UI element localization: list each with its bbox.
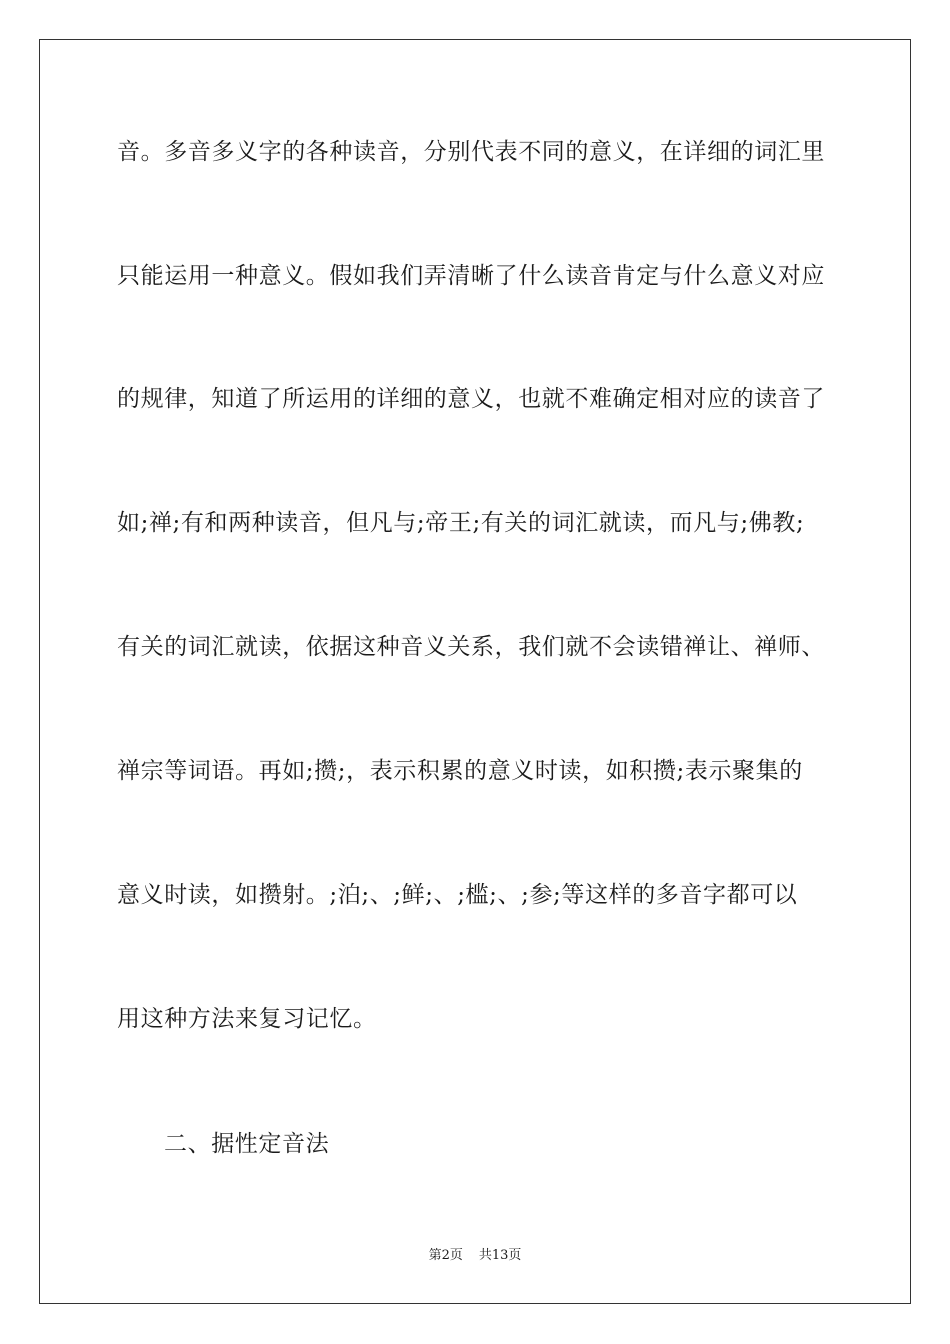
paragraph-line-5: 有关的词汇就读，依据这种音义关系，我们就不会读错禅让、禅师、 [117,634,825,660]
page-total: 共13页 [478,1248,522,1263]
page-border [39,39,911,1304]
page-footer [0,1247,950,1265]
paragraph-line-1: 音。多音多义字的各种读音，分别代表不同的意义，在详细的词汇里 [117,139,825,165]
paragraph-line-4: 如;禅;有和两种读音，但凡与;帝王;有关的词汇就读，而凡与;佛教; [117,510,805,536]
paragraph-line-2: 只能运用一种意义。假如我们弄清晰了什么读音肯定与什么意义对应 [117,263,825,289]
section-heading: 二、据性定音法 [164,1131,330,1157]
paragraph-line-7: 意义时读，如攒射。;泊;、;鲜;、;槛;、;参;等这样的多音字都可以 [117,882,798,908]
paragraph-line-3: 的规律，知道了所运用的详细的意义，也就不难确定相对应的读音了 [117,386,825,412]
paragraph-line-6: 禅宗等词语。再如;攒;，表示积累的意义时读，如积攒;表示聚集的 [117,758,803,784]
paragraph-line-8: 用这种方法来复习记忆。 [117,1006,377,1032]
page-number: 第2页 [428,1248,463,1263]
